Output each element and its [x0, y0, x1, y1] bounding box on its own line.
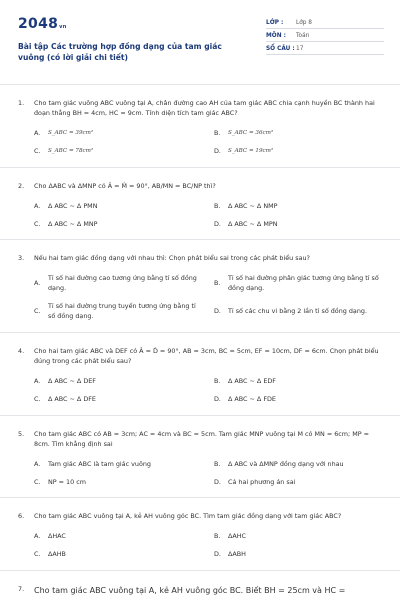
option-letter: C. [34, 219, 41, 228]
option-letter: C. [34, 394, 41, 403]
answer-option[interactable] [214, 147, 384, 157]
answer-option[interactable] [214, 274, 384, 294]
option-letter: B. [214, 532, 221, 541]
option-text: Δ ABC ~ Δ FDE [228, 394, 276, 403]
answer-option[interactable] [214, 129, 384, 139]
question-list [18, 85, 384, 600]
answer-option[interactable] [214, 532, 384, 542]
answer-option[interactable] [34, 532, 204, 542]
option-letter: B. [214, 128, 221, 137]
question-number: 4. [18, 347, 25, 356]
question-text: Cho tam giác vuông ABC vuông tại A, chân đường cao AH của tam giác ABC chia cạnh huyền BC thành hai đoạn thẳng BH = 4cm, HC = 9cm. Tính diện tích tam giác ABC? [34, 99, 375, 117]
option-letter: B. [214, 376, 221, 385]
question-text: Cho ΔABC và ΔMNP có Â = M̂ = 90°, AB/MN = BC/NP thì? [34, 181, 216, 190]
option-text: Tam giác ABC là tam giác vuông [48, 459, 151, 468]
option-text: S_ABC = 36cm² [228, 130, 274, 137]
meta-label: SỐ CÂU : [266, 46, 295, 53]
option-letter: D. [214, 477, 221, 486]
answer-option[interactable] [214, 478, 384, 488]
question-head [18, 585, 384, 597]
option-text: ΔABH [228, 550, 246, 559]
meta-value: 17 [296, 46, 304, 53]
header-left [18, 14, 250, 74]
option-text: Tỉ số hai đường cao tương ứng bằng tỉ số đồng dạng. [48, 274, 197, 293]
answer-option[interactable] [214, 377, 384, 387]
option-text: Δ ABC ~ Δ DFE [48, 394, 96, 403]
question-text: Cho hai tam giác ABC và DEF có Â = D̂ = 90°, AB = 3cm, BC = 5cm, EF = 10cm, DF = 6cm. Chọn phát biểu đúng trong các phát biểu sau? [34, 347, 379, 365]
option-letter: D. [214, 219, 221, 228]
question-6 [0, 498, 400, 571]
logo-suffix: vn [59, 24, 67, 30]
option-text: Tỉ số hai đường trung tuyến tương ứng bằng tỉ số đồng dạng. [48, 302, 196, 321]
answer-options [18, 202, 384, 230]
site-logo[interactable] [18, 14, 250, 36]
option-text: ΔAHC [228, 532, 247, 541]
answer-options [18, 377, 384, 405]
option-text: Δ ABC ~ Δ MNP [48, 219, 98, 228]
question-head [18, 254, 384, 264]
question-number: 5. [18, 429, 25, 438]
option-letter: A. [34, 532, 41, 541]
option-text: Cả hai phương án sai [228, 477, 296, 486]
answer-option[interactable] [214, 395, 384, 405]
answer-option[interactable] [34, 147, 204, 157]
answer-option[interactable] [34, 460, 204, 470]
meta-label: MÔN : [266, 33, 286, 40]
option-text: Δ ABC ~ Δ EDF [228, 376, 276, 385]
meta-row-subject [266, 29, 384, 42]
question-7 [0, 571, 400, 600]
meta-label: LỚP : [266, 20, 284, 27]
question-number: 2. [18, 181, 25, 190]
option-text: Tỉ số các chu vi bằng 2 lần tỉ số đồng dạng. [228, 307, 367, 316]
meta-row-class [266, 16, 384, 29]
answer-option[interactable] [214, 202, 384, 212]
option-letter: C. [34, 307, 41, 316]
question-3 [0, 240, 400, 333]
answer-options [18, 532, 384, 560]
answer-option[interactable] [214, 460, 384, 470]
option-letter: C. [34, 146, 41, 155]
question-number: 7. [18, 585, 25, 594]
answer-option[interactable] [214, 220, 384, 230]
option-text: S_ABC = 78cm² [48, 148, 94, 155]
option-letter: B. [214, 459, 221, 468]
question-head [18, 99, 384, 119]
option-letter: A. [34, 201, 41, 210]
question-number: 1. [18, 99, 25, 107]
option-letter: C. [34, 477, 41, 486]
option-text: S_ABC = 19cm² [228, 148, 274, 155]
answer-option[interactable] [34, 129, 204, 139]
meta-value: Lớp 8 [296, 20, 312, 27]
question-4 [0, 333, 400, 416]
question-5 [0, 416, 400, 499]
option-letter: D. [214, 550, 221, 559]
option-letter: D. [214, 307, 221, 316]
document-header [18, 14, 384, 74]
answer-option[interactable] [34, 550, 204, 560]
answer-option[interactable] [34, 302, 204, 322]
option-letter: A. [34, 376, 41, 385]
answer-option[interactable] [34, 220, 204, 230]
answer-option[interactable] [34, 478, 204, 488]
question-number: 6. [18, 512, 25, 521]
option-letter: D. [214, 146, 221, 155]
option-letter: A. [34, 459, 41, 468]
option-text: Δ ABC ~ Δ MPN [228, 219, 278, 228]
option-letter: D. [214, 394, 221, 403]
question-text: Cho tam giác ABC có AB = 3cm; AC = 4cm và BC = 5cm. Tam giác MNP vuông tại M có MN = 6cm; MP = 8cm. Tìm khẳng định sai [34, 429, 369, 448]
answer-option[interactable] [34, 274, 204, 294]
question-2 [0, 168, 400, 241]
option-text: Δ ABC và ΔMNP đồng dạng với nhau [228, 459, 344, 468]
logo-text: 2048 [18, 16, 59, 32]
option-text: Δ ABC ~ Δ PMN [48, 201, 98, 210]
answer-options [18, 460, 384, 488]
question-1 [0, 85, 400, 168]
option-text: NP = 10 cm [48, 477, 86, 486]
option-text: ΔAHB [48, 550, 66, 559]
option-text: ΔHAC [48, 532, 66, 541]
question-text: Nếu hai tam giác đồng dạng với nhau thì: Chọn phát biểu sai trong các phát biểu sau? [34, 254, 310, 263]
document-title: Bài tập Các trường hợp đồng dạng của tam giác vuông (có lời giải chi tiết) [18, 41, 222, 62]
question-number: 3. [18, 254, 25, 263]
document-meta [266, 16, 384, 74]
question-text: Cho tam giác ABC vuông tại A, kẻ AH vuông góc BC. Biết BH = 25cm và HC = [34, 586, 346, 596]
answer-option[interactable] [214, 302, 384, 322]
option-letter: C. [34, 550, 41, 559]
option-letter: A. [34, 128, 41, 137]
answer-option[interactable] [34, 377, 204, 387]
question-head [18, 347, 384, 367]
answer-option[interactable] [214, 550, 384, 560]
answer-options [18, 129, 384, 157]
question-head [18, 430, 384, 450]
option-letter: B. [214, 201, 221, 210]
option-text: Tỉ số hai đường phân giác tương ứng bằng tỉ số đồng dạng. [228, 274, 379, 293]
answer-option[interactable] [34, 395, 204, 405]
question-head [18, 512, 384, 522]
option-text: Δ ABC ~ Δ NMP [228, 201, 278, 210]
meta-row-count [266, 42, 384, 55]
answer-options [18, 274, 384, 322]
question-text: Cho tam giác ABC vuông tại A, kẻ AH vuông góc BC. Tìm tam giác đồng dạng với tam giác ABC? [34, 512, 342, 521]
option-text: Δ ABC ~ Δ DEF [48, 376, 96, 385]
option-text: S_ABC = 39cm² [48, 130, 94, 137]
meta-value: Toán [296, 33, 310, 40]
option-letter: B. [214, 279, 221, 288]
question-head [18, 182, 384, 192]
option-letter: A. [34, 279, 41, 288]
answer-option[interactable] [34, 202, 204, 212]
